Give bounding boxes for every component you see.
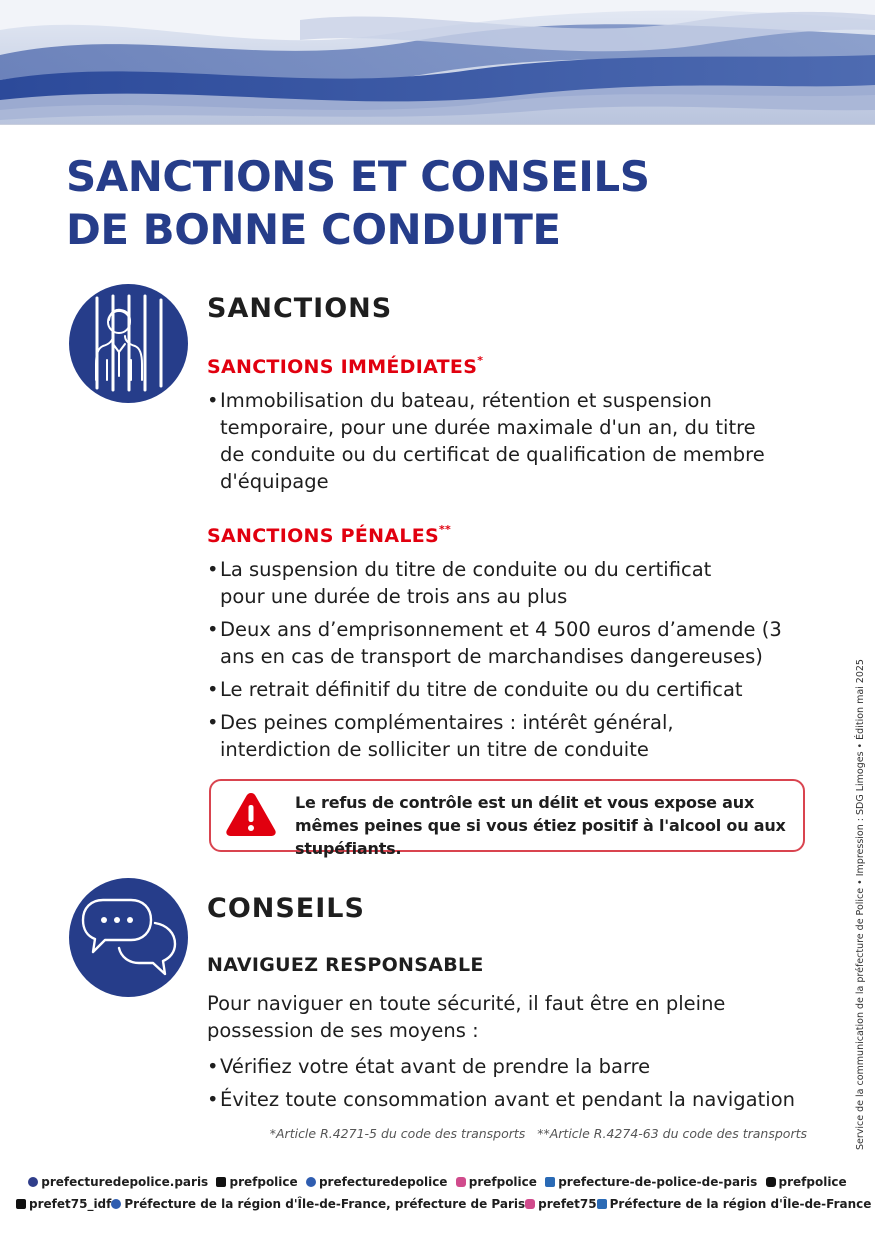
conseils-heading: CONSEILS xyxy=(207,893,365,924)
page-title xyxy=(66,150,806,256)
naviguez-responsable-heading: NAVIGUEZ RESPONSABLE xyxy=(207,954,484,976)
prisoner-behind-bars-icon xyxy=(69,284,188,403)
social-link-label: prefecturedepolice xyxy=(318,1175,448,1189)
social-link-label: prefet75_idf xyxy=(29,1197,112,1211)
social-link-threads[interactable] xyxy=(28,1175,208,1189)
refusal-warning-text: Le refus de contrôle est un délit et vous expose aux mêmes peines que si vous étiez positif à l'alcool ou aux stupéfiants. xyxy=(295,793,786,858)
social-link-label: prefpolice xyxy=(778,1175,847,1189)
social-link-label: prefpolice xyxy=(468,1175,537,1189)
list-item: • Vérifiez votre état avant de prendre la barre xyxy=(207,1053,827,1080)
immediate-sanctions-label: SANCTIONS IMMÉDIATES xyxy=(207,356,478,378)
penal-sanctions-label: SANCTIONS PÉNALES xyxy=(207,525,439,547)
list-item: • Le retrait définitif du titre de conduite ou du certificat xyxy=(207,676,807,703)
social-link-tiktok[interactable] xyxy=(766,1175,847,1189)
penal-sanctions-marker: ** xyxy=(439,523,452,536)
social-link-instagram-prefet[interactable] xyxy=(525,1197,596,1211)
social-link-x[interactable] xyxy=(216,1175,297,1189)
social-link-instagram[interactable] xyxy=(456,1175,537,1189)
social-link-x-prefet[interactable] xyxy=(16,1197,111,1211)
conseils-list xyxy=(207,1053,827,1119)
facebook-icon xyxy=(306,1177,316,1187)
linkedin-icon xyxy=(545,1177,555,1187)
tiktok-icon xyxy=(766,1177,776,1187)
speech-bubbles-icon xyxy=(69,878,188,997)
immediate-sanctions-heading xyxy=(207,356,483,378)
penal-sanctions-heading xyxy=(207,525,451,547)
list-item: • Évitez toute consommation avant et pendant la navigation xyxy=(207,1086,827,1113)
social-link-facebook-prefet[interactable] xyxy=(111,1197,525,1211)
x-icon xyxy=(216,1177,226,1187)
print-credit: Service de la communication de la préfecture de Police • Impression : SDG Limoges • Édition mai 2025 xyxy=(855,659,866,1150)
title-line-1: SANCTIONS ET CONSEILS xyxy=(66,152,650,201)
conseils-intro: Pour naviguer en toute sécurité, il faut être en pleine possession de ses moyens : xyxy=(207,992,726,1042)
social-links-row-1 xyxy=(0,1175,875,1189)
social-link-label: Préfecture de la région d'Île-de-France xyxy=(609,1197,872,1211)
instagram-icon xyxy=(525,1199,535,1209)
refusal-warning-box xyxy=(209,779,805,858)
social-link-label: prefet75 xyxy=(538,1197,597,1211)
wave-banner xyxy=(0,0,875,125)
wave-illustration xyxy=(0,0,875,125)
social-link-facebook[interactable] xyxy=(306,1175,448,1189)
social-link-label: prefpolice xyxy=(229,1175,298,1189)
list-item: • Deux ans d’emprisonnement et 4 500 euros d’amende (3 ans en cas de transport de marchandises dangereuses) xyxy=(207,616,807,670)
social-link-label: Préfecture de la région d'Île-de-France, préfecture de Paris xyxy=(124,1197,526,1211)
linkedin-icon xyxy=(597,1199,607,1209)
social-link-label: prefecturedepolice.paris xyxy=(41,1175,209,1189)
instagram-icon xyxy=(456,1177,466,1187)
x-icon xyxy=(16,1199,26,1209)
threads-icon xyxy=(28,1177,38,1187)
list-item: • Des peines complémentaires : intérêt général, interdiction de solliciter un titre de conduite xyxy=(207,709,707,763)
immediate-sanctions-list xyxy=(207,387,777,495)
social-link-linkedin[interactable] xyxy=(545,1175,757,1189)
list-item: • La suspension du titre de conduite ou du certificat pour une durée de trois ans au plus xyxy=(207,556,747,610)
warning-triangle-icon xyxy=(224,790,278,838)
title-line-2: DE BONNE CONDUITE xyxy=(66,205,561,254)
facebook-icon xyxy=(111,1199,121,1209)
social-link-linkedin-prefet[interactable] xyxy=(597,1197,872,1211)
article-footnotes: *Article R.4271-5 du code des transports **Article R.4274-63 du code des transports xyxy=(269,1126,807,1141)
social-link-label: prefecture-de-police-de-paris xyxy=(558,1175,758,1189)
penal-sanctions-list xyxy=(207,556,807,769)
sanctions-heading: SANCTIONS xyxy=(207,293,393,324)
list-item: • Immobilisation du bateau, rétention et suspension temporaire, pour une durée maximale d'un an, du titre de conduite ou du certificat de qualification de membre d'équipage xyxy=(207,387,777,495)
immediate-sanctions-marker: * xyxy=(477,354,484,367)
social-links-row-2 xyxy=(0,1197,875,1211)
